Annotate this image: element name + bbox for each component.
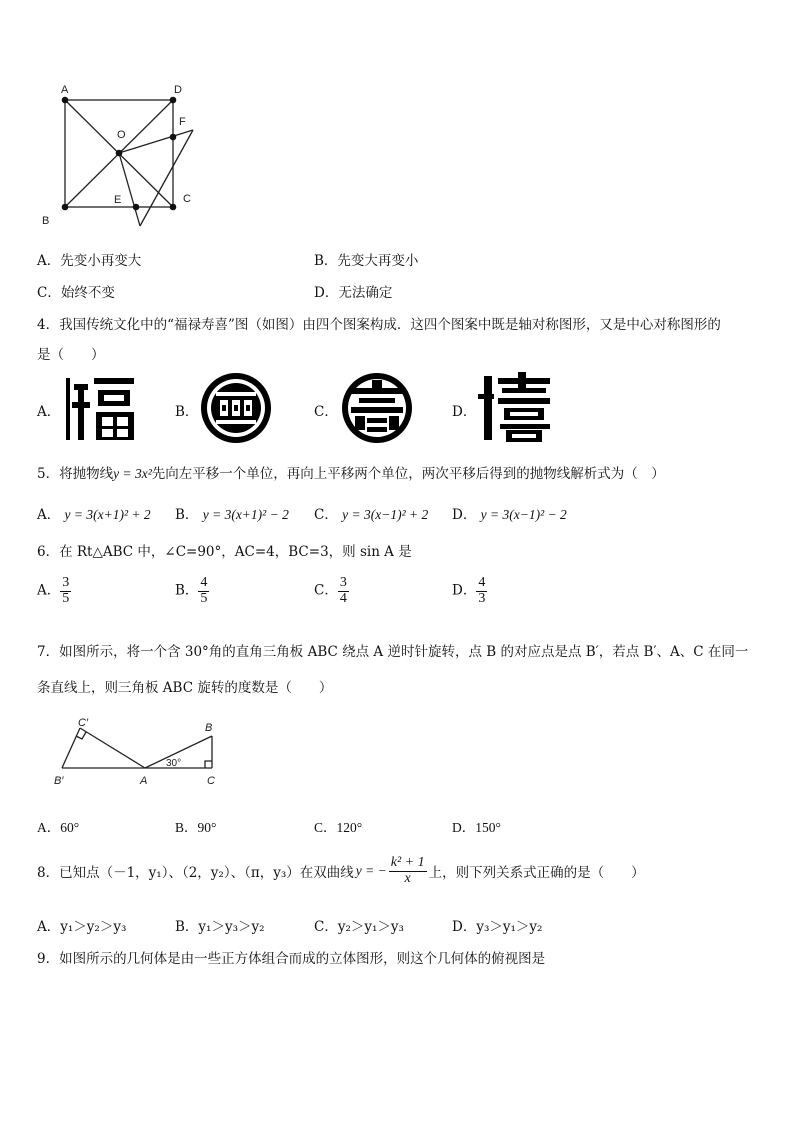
q6-option-b-fraction: $\frac{4}{5}$	[200, 575, 208, 606]
label-b: B	[42, 215, 50, 227]
q5-option-d-expr: y = 3(x−1)² − 2	[480, 507, 567, 522]
q3-option-d[interactable]: D．无法确定	[314, 285, 393, 301]
q8-formula-fraction: $\frac{\text{k² + 1}}{x}$	[390, 855, 425, 886]
q4-option-b-letter[interactable]: B．	[175, 404, 199, 420]
q8-question	[37, 856, 645, 886]
lu-seal-icon	[198, 372, 274, 444]
label-b-prime: B′	[54, 775, 64, 787]
q7-option-d[interactable]: D．150°	[452, 820, 501, 835]
label-c: C	[183, 193, 191, 205]
q3-option-c[interactable]: C．始终不变	[37, 285, 115, 301]
q6-option-b[interactable]	[175, 576, 209, 606]
label-e: E	[114, 194, 122, 206]
q6-option-a[interactable]	[37, 576, 71, 606]
q6-option-a-letter: A．	[37, 582, 61, 599]
q5-option-c[interactable]	[314, 503, 428, 523]
square-rotation-figure	[36, 80, 206, 230]
q6-question: 6．在 Rt△ABC 中，∠C=90°，AC=4，BC=3，则 sin A 是	[37, 544, 412, 560]
q9-question: 9．如图所示的几何体是由一些正方体组合而成的立体图形，则这个几何体的俯视图是	[37, 951, 546, 967]
q8-option-c[interactable]: C．y₂＞y₁＞y₃	[314, 919, 404, 935]
q5-option-d-letter: D．	[452, 507, 477, 523]
shou-seal-icon	[339, 372, 415, 444]
q7-question-line2: 条直线上，则三角板 ABC 旋转的度数是（ ）	[37, 680, 333, 696]
q8-formula-lhs: y = −	[355, 863, 387, 879]
q5-option-a-letter: A．	[37, 507, 61, 523]
q4-question-line1: 4．我国传统文化中的“福禄寿喜”图（如图）由四个图案构成．这四个图案中既是轴对称图形，又是中心对称图形的	[37, 317, 721, 333]
q4-option-c-letter[interactable]: C．	[314, 404, 338, 420]
q4-option-a-letter[interactable]: A．	[37, 404, 61, 420]
q8-option-a[interactable]: A．y₁＞y₂＞y₃	[37, 919, 127, 935]
q3-option-b[interactable]: B．先变大再变小	[314, 253, 419, 269]
label-o: O	[117, 129, 126, 141]
q5-option-b-letter: B．	[175, 507, 199, 523]
fu-character-icon	[64, 372, 140, 444]
q4-option-d-letter[interactable]: D．	[452, 404, 477, 420]
q6-option-d-fraction: $\frac{4}{3}$	[478, 575, 486, 606]
q6-option-c[interactable]	[314, 576, 349, 606]
q8-suffix: 上，则下列关系式正确的是（ ）	[428, 865, 645, 882]
angle-label: 30°	[166, 758, 182, 769]
q7-option-b[interactable]: B．90°	[175, 820, 217, 835]
label-a: A	[61, 84, 69, 96]
q6-option-c-letter: C．	[314, 582, 338, 599]
q8-prefix: 8．已知点（－1，y₁）、（2，y₂）、（π，y₃）在双曲线	[37, 865, 354, 882]
q8-option-b[interactable]: B．y₁＞y₃＞y₂	[175, 919, 265, 935]
q5-suffix: 先向左平移一个单位，再向上平移两个单位，两次平移后得到的抛物线解析式为（ ）	[151, 466, 665, 482]
q6-option-d-letter: D．	[452, 582, 477, 599]
q7-question-line1: 7．如图所示，将一个含 30°角的直角三角板 ABC 绕点 A 逆时针旋转，点 B 的对应点是点 B′，若点 B′、A、C 在同一	[37, 644, 749, 660]
q7-option-c[interactable]: C．120°	[314, 820, 363, 835]
label-b: B	[205, 722, 213, 734]
q3-option-a[interactable]: A．先变小再变大	[37, 253, 142, 269]
label-d: D	[174, 84, 182, 96]
label-c-prime: C′	[78, 717, 89, 729]
q5-option-b-expr: y = 3(x+1)² − 2	[202, 507, 289, 522]
q5-option-c-letter: C．	[314, 507, 338, 523]
label-a: A	[140, 775, 148, 787]
q4-question-line2: 是（ ）	[37, 347, 105, 363]
q6-option-d[interactable]	[452, 576, 487, 606]
q6-option-a-fraction: $\frac{3}{5}$	[62, 575, 70, 606]
q5-question	[37, 462, 665, 482]
rotated-triangle-figure	[48, 716, 228, 790]
q5-option-a-expr: y = 3(x+1)² + 2	[64, 507, 151, 522]
q5-option-d[interactable]	[452, 503, 567, 523]
xi-character-icon	[478, 372, 554, 444]
q6-option-c-fraction: $\frac{3}{4}$	[339, 575, 347, 606]
q5-option-a[interactable]	[37, 503, 151, 523]
q5-formula: y = 3x²	[113, 466, 152, 481]
q7-option-a[interactable]: A．60°	[37, 820, 80, 835]
label-f: F	[179, 116, 186, 128]
q6-option-b-letter: B．	[175, 582, 199, 599]
q5-option-b[interactable]	[175, 503, 289, 523]
label-c: C	[207, 775, 215, 787]
q5-option-c-expr: y = 3(x−1)² + 2	[342, 507, 429, 522]
q5-prefix: 5．将抛物线	[37, 466, 114, 482]
q8-option-d[interactable]: D．y₃＞y₁＞y₂	[452, 919, 543, 935]
